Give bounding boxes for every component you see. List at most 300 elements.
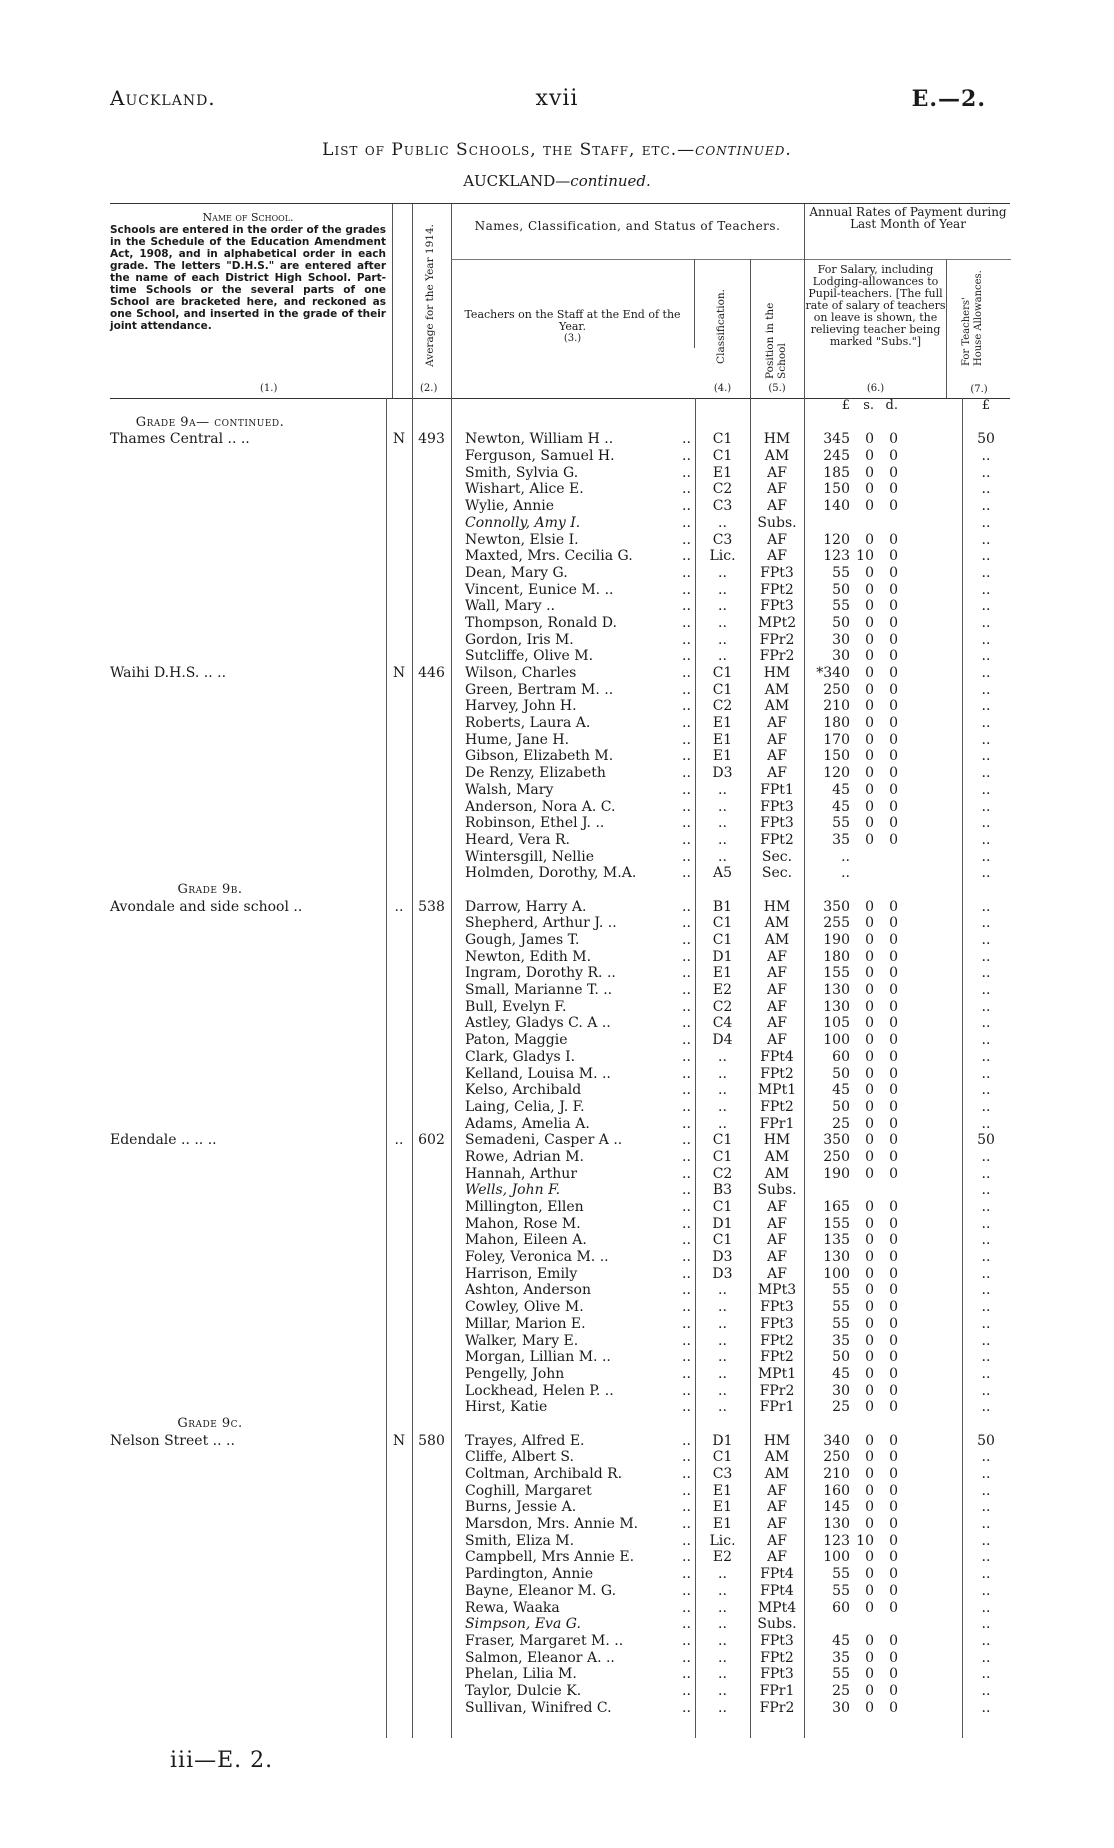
salary-amount: 45 0 0 [832,1082,898,1099]
salary-amount: 210 0 0 [823,1466,898,1482]
table-row [110,565,1010,582]
table-row [110,1466,1010,1483]
leader-dots: .. [682,631,691,648]
table-row [110,932,1010,949]
house-allowance: .. [981,1098,991,1115]
teacher-position: HM [763,1132,791,1149]
teacher-name: Laing, Celia, J. F. [465,1098,585,1115]
teacher-position: AF [767,531,787,548]
table-row [110,532,1010,549]
teacher-name: Millar, Marion E. [465,1315,586,1332]
teacher-classification: C2 [712,481,733,498]
teacher-position: HM [763,898,791,915]
house-allowance: .. [981,1299,991,1316]
table-row [110,1566,1010,1583]
teacher-position: AM [764,932,790,948]
leader-dots: .. [682,1382,691,1399]
teacher-classification: Lic. [709,1532,736,1549]
col-teachers-sub: Teachers on the Staff at the End of the Year. (3.) [451,259,695,348]
school-average: 446 [418,665,445,681]
teacher-name: Burns, Jessie A. [465,1499,577,1516]
house-allowance: .. [981,1532,991,1549]
leader-dots: .. [682,1582,691,1599]
teacher-position: AM [764,915,790,932]
teacher-classification: .. [718,1115,727,1132]
teacher-name: Gordon, Iris M. [465,631,574,648]
teacher-position: FPt4 [760,1582,794,1599]
teacher-name: Mahon, Eileen A. [465,1232,587,1249]
salary-amount: 250 0 0 [823,1148,898,1165]
table-row [110,1549,1010,1566]
school-n-mark: N [392,665,406,681]
table-row [110,1449,1010,1466]
school-average: 580 [418,1432,445,1449]
teacher-name: Semadeni, Casper A .. [465,1132,623,1149]
col-teachers-title: Names, Classification, and Status of Teachers. [474,219,781,233]
teacher-name: Newton, Edith M. [465,948,592,965]
teacher-name: Gibson, Elizabeth M. [465,748,614,765]
leader-dots: .. [682,915,691,932]
report-code: E.—2. [911,86,986,112]
teacher-position: AF [767,1265,787,1282]
teacher-name: Coghill, Margaret [465,1482,592,1499]
teacher-name: Ferguson, Samuel H. [465,448,615,465]
salary-amount: 45 0 0 [832,798,898,815]
leader-dots: .. [682,1032,691,1049]
school-average: 602 [418,1132,445,1149]
house-allowance: .. [981,1115,991,1132]
salary-amount: 55 0 0 [832,1282,898,1299]
teacher-position: AF [767,998,787,1015]
teacher-name: Mahon, Rose M. [465,1215,581,1232]
salary-amount: 50 0 0 [832,1349,898,1366]
school-name: Edendale .. .. .. [110,1132,217,1149]
salary-amount: 145 0 0 [823,1499,898,1516]
teacher-name: Walker, Mary E. [465,1332,579,1349]
teacher-name: Marsdon, Mrs. Annie M. [465,1516,639,1533]
leader-dots: .. [682,1532,691,1549]
table-row [110,1182,1010,1199]
teacher-position: FPr2 [759,1699,795,1716]
teacher-classification: .. [718,598,727,615]
teacher-classification: E1 [712,1516,733,1533]
teacher-position: AF [767,1482,787,1499]
teacher-classification: D1 [712,1215,733,1232]
house-allowance: .. [981,1599,991,1616]
salary-amount: 155 0 0 [823,1215,898,1232]
leader-dots: .. [682,1599,691,1616]
teacher-classification: E1 [712,1482,733,1499]
teacher-classification: C1 [712,681,733,698]
teacher-classification: .. [718,1632,727,1649]
teacher-classification: .. [718,1649,727,1666]
house-allowance: .. [981,915,991,932]
teacher-position: AF [767,765,787,782]
teacher-position: FPr1 [759,1115,795,1132]
teacher-classification: E1 [712,715,733,732]
teacher-classification: .. [718,798,727,815]
leader-dots: .. [682,1666,691,1683]
col-house-header [947,259,1011,399]
salary-amount: 340 0 0 [823,1432,898,1449]
table-row [110,1700,1010,1717]
teacher-position: FPt4 [760,1566,794,1583]
teacher-name: Sullivan, Winifred C. [465,1699,612,1716]
teacher-classification: B1 [712,898,733,915]
house-allowance: .. [981,1265,991,1282]
salary-amount: 55 0 0 [832,564,898,581]
teacher-classification: C1 [712,932,733,948]
col-average-header [412,204,452,398]
salary-amount: 190 0 0 [823,1165,898,1182]
table-row [110,1149,1010,1166]
table-row [110,1383,1010,1400]
page-subtitle: AUCKLAND—continued. [463,172,651,190]
leader-dots: .. [682,1148,691,1165]
salary-amount: 255 0 0 [823,915,898,932]
teacher-position: FPt3 [760,798,794,815]
salary-amount: 25 0 0 [832,1399,898,1416]
table-row [110,1666,1010,1683]
table-row [110,1015,1010,1032]
staff-table [110,398,1010,1716]
teacher-classification: E1 [712,748,733,765]
leader-dots: .. [682,1699,691,1716]
salary-amount: 55 0 0 [832,1582,898,1599]
table-row [110,682,1010,699]
table-row [110,1099,1010,1116]
teacher-position: FPr2 [759,1382,795,1399]
leader-dots: .. [682,581,691,598]
leader-dots: .. [682,1616,691,1633]
teacher-name: Wishart, Alice E. [465,481,584,498]
salary-amount: 120 0 0 [823,531,898,548]
salary-amount: 250 0 0 [823,681,898,698]
teacher-classification: .. [718,1082,727,1099]
house-allowance: .. [981,498,991,515]
house-allowance: .. [981,1199,991,1215]
school-n-mark: .. [394,1132,404,1149]
teacher-classification: .. [718,1616,727,1633]
teacher-name: Bayne, Eleanor M. G. [465,1582,617,1599]
teacher-position: FPt3 [760,1299,794,1316]
salary-amount: 155 0 0 [823,965,898,982]
teacher-position: FPt3 [760,1632,794,1649]
house-allowance: .. [981,798,991,815]
page-number: xvii [535,86,579,111]
salary-amount: 100 0 0 [823,1032,898,1049]
teacher-classification: C1 [712,1449,733,1466]
leader-dots: .. [682,1516,691,1533]
salary-amount: 105 0 0 [823,1015,898,1032]
salary-amount: 55 0 0 [832,1666,898,1683]
teacher-classification: C1 [712,1132,733,1149]
table-row [110,1433,1010,1450]
teacher-classification: C4 [712,1015,733,1032]
teacher-name: Paton, Maggie [465,1032,568,1049]
teacher-name: Simpson, Eva G. [465,1616,581,1633]
house-allowance: .. [981,982,991,999]
salary-amount: 35 0 0 [832,831,898,848]
teacher-position: AF [767,715,787,732]
teacher-classification: .. [718,848,727,865]
teacher-classification: .. [718,1399,727,1416]
teacher-position: FPt2 [760,1649,794,1666]
house-allowance: .. [981,1666,991,1683]
col-house-label: For Teachers' House Allowances. [961,270,984,366]
teacher-position: FPt2 [760,1332,794,1349]
leader-dots: .. [682,648,691,665]
teacher-position: AF [767,965,787,982]
house-allowance: .. [981,731,991,748]
house-allowance: .. [981,1549,991,1566]
teacher-classification: .. [718,1599,727,1616]
leader-dots: .. [682,1332,691,1349]
leader-dots: .. [682,1249,691,1266]
teacher-classification: Lic. [709,548,736,565]
units-row: £ s. d. £ [841,398,991,413]
grade-heading-row [110,415,1010,432]
table-row [110,982,1010,999]
teacher-position: AF [767,1249,787,1266]
teacher-position: FPt3 [760,598,794,615]
leader-dots: .. [682,448,691,465]
salary-amount: 25 0 0 [832,1115,898,1132]
teacher-position: FPt2 [760,1098,794,1115]
teacher-name: Maxted, Mrs. Cecilia G. [465,548,633,565]
teacher-position: AF [767,1516,787,1533]
teacher-name: Vincent, Eunice M. .. [465,581,614,598]
teacher-name: Hirst, Katie [465,1399,548,1416]
house-allowance: .. [981,1165,991,1182]
leader-dots: .. [682,781,691,798]
leader-dots: .. [682,848,691,865]
house-allowance: .. [981,1232,991,1249]
table-row [110,965,1010,982]
house-allowance: .. [981,1699,991,1716]
leader-dots: .. [682,1682,691,1699]
teacher-name: Wall, Mary .. [465,598,556,615]
teacher-name: Foley, Veronica M. .. [465,1249,609,1266]
teacher-position: FPt1 [760,781,794,798]
teacher-classification: C1 [712,448,733,465]
table-row [110,748,1010,765]
table-row [110,1132,1010,1149]
col-num-3: (3.) [563,333,582,344]
house-allowance: .. [981,648,991,665]
teacher-position: Sec. [761,865,793,882]
grade-label: Grade 9c. [177,1415,243,1431]
house-allowance: .. [981,1482,991,1499]
salary-amount: 150 0 0 [823,481,898,498]
teacher-classification: D3 [712,1249,733,1266]
house-allowance: .. [981,1065,991,1082]
house-allowance: .. [981,1399,991,1416]
leader-dots: .. [682,1449,691,1466]
school-average: 538 [418,898,445,915]
leader-dots: .. [682,1649,691,1666]
leader-dots: .. [682,1466,691,1482]
table-row [110,448,1010,465]
table-row [110,832,1010,849]
teacher-position: AF [767,1199,787,1215]
leader-dots: .. [682,1182,691,1199]
salary-amount: 245 0 0 [823,448,898,465]
table-row [110,615,1010,632]
teacher-classification: .. [718,1065,727,1082]
teacher-name: Coltman, Archibald R. [465,1466,623,1482]
salary-amount: 190 0 0 [823,932,898,948]
teacher-position: FPt3 [760,1315,794,1332]
teacher-classification: .. [718,1365,727,1382]
grade-heading-row [110,1416,1010,1433]
col-school-title: Name of School. [202,211,294,224]
school-n-mark: N [392,1432,406,1449]
salary-amount: 135 0 0 [823,1232,898,1249]
teacher-classification: D3 [712,765,733,782]
house-allowance: .. [981,1516,991,1533]
teacher-classification: .. [718,1332,727,1349]
table-row [110,1116,1010,1133]
salary-amount: 130 0 0 [823,1516,898,1533]
col-school-header [110,204,393,398]
teacher-position: AM [764,1466,790,1482]
teacher-name: Heard, Vera R. [465,831,570,848]
leader-dots: .. [682,998,691,1015]
teacher-classification: .. [718,1582,727,1599]
teacher-classification: E1 [712,1499,733,1516]
table-row [110,849,1010,866]
salary-amount: 35 0 0 [832,1649,898,1666]
teacher-name: De Renzy, Elizabeth [465,765,606,782]
leader-dots: .. [682,932,691,948]
grade-heading-row [110,882,1010,899]
teacher-name: Astley, Gladys C. A .. [465,1015,611,1032]
school-name: Thames Central .. .. [110,431,250,448]
teacher-position: AM [764,1165,790,1182]
col-position-label: Position in the School [764,302,788,379]
table-column-header [110,203,1010,399]
leader-dots: .. [682,1632,691,1649]
leader-dots: .. [682,765,691,782]
table-row [110,498,1010,515]
table-row [110,632,1010,649]
house-allowance: .. [981,1315,991,1332]
leader-dots: .. [682,548,691,565]
salary-amount: 170 0 0 [823,731,898,748]
teacher-name: Phelan, Lilia M. [465,1666,577,1683]
leader-dots: .. [682,1299,691,1316]
teacher-position: FPt2 [760,1065,794,1082]
salary-amount: 350 0 0 [823,1132,898,1149]
leader-dots: .. [682,464,691,481]
table-row [110,665,1010,682]
teacher-classification: D4 [712,1032,733,1049]
teacher-position: AM [764,698,790,715]
teacher-name: Wylie, Annie [465,498,555,515]
salary-amount: 50 0 0 [832,614,898,631]
teacher-classification: D1 [712,948,733,965]
teacher-name: Newton, William H .. [465,431,614,448]
table-row [110,1533,1010,1550]
leader-dots: .. [682,1048,691,1065]
salary-amount: *340 0 0 [816,665,898,681]
col-num-6: (6.) [866,383,885,394]
table-row [110,1616,1010,1633]
leader-dots: .. [682,1399,691,1416]
salary-amount: 50 0 0 [832,581,898,598]
table-row [110,481,1010,498]
teacher-name: Small, Marianne T. .. [465,982,613,999]
teacher-position: HM [763,1432,791,1449]
teacher-name: Dean, Mary G. [465,564,568,581]
teacher-name: Darrow, Harry A. [465,898,587,915]
teacher-name: Smith, Eliza M. [465,1532,575,1549]
leader-dots: .. [682,731,691,748]
table-row [110,949,1010,966]
leader-dots: .. [682,898,691,915]
house-allowance: .. [981,1632,991,1649]
table-row [110,732,1010,749]
house-allowance: .. [981,748,991,765]
house-allowance: .. [981,1182,991,1199]
teacher-position: AM [764,448,790,465]
house-allowance: .. [981,781,991,798]
teacher-name: Millington, Ellen [465,1199,584,1215]
salary-amount: 45 0 0 [832,1365,898,1382]
teacher-position: AF [767,548,787,565]
leader-dots: .. [682,1098,691,1115]
table-row [110,915,1010,932]
teacher-position: AF [767,1015,787,1032]
table-row [110,765,1010,782]
teacher-classification: .. [718,1282,727,1299]
col-salary-header: For Salary, including Lodging-allowances to Pupil-teachers. [The full rate of salary of teachers on leave is shown, the relieving teacher being marked "Subs."] (6.) [805,259,947,398]
running-head-left: Auckland. [110,86,216,110]
teacher-classification: .. [718,1048,727,1065]
leader-dots: .. [682,1432,691,1449]
col-position-header [750,259,804,398]
teacher-classification: C1 [712,1199,733,1215]
leader-dots: .. [682,948,691,965]
leader-dots: .. [682,698,691,715]
leader-dots: .. [682,498,691,515]
table-row [110,1232,1010,1249]
teacher-name: Ashton, Anderson [465,1282,591,1299]
teacher-position: FPt4 [760,1048,794,1065]
col-classification-label: Classification. [715,289,727,364]
col-num-7: (7.) [970,384,988,395]
salary-amount: 165 0 0 [823,1199,898,1215]
house-allowance: .. [981,1682,991,1699]
salary-amount: 25 0 0 [832,1682,898,1699]
grade-label: Grade 9a— continued. [135,414,285,430]
salary-amount: 160 0 0 [823,1482,898,1499]
salary-amount: 55 0 0 [832,1566,898,1583]
salary-amount: 30 0 0 [832,1699,898,1716]
col-average-label: Average for the Year 1914. [424,224,436,367]
teacher-classification: C2 [712,1165,733,1182]
house-allowance: .. [981,1566,991,1583]
teacher-classification: .. [718,514,727,531]
table-row [110,865,1010,882]
house-allowance: .. [981,631,991,648]
teacher-classification: .. [718,1315,727,1332]
leader-dots: .. [682,1232,691,1249]
leader-dots: .. [682,748,691,765]
teacher-name: Taylor, Dulcie K. [465,1682,582,1699]
leader-dots: .. [682,815,691,832]
